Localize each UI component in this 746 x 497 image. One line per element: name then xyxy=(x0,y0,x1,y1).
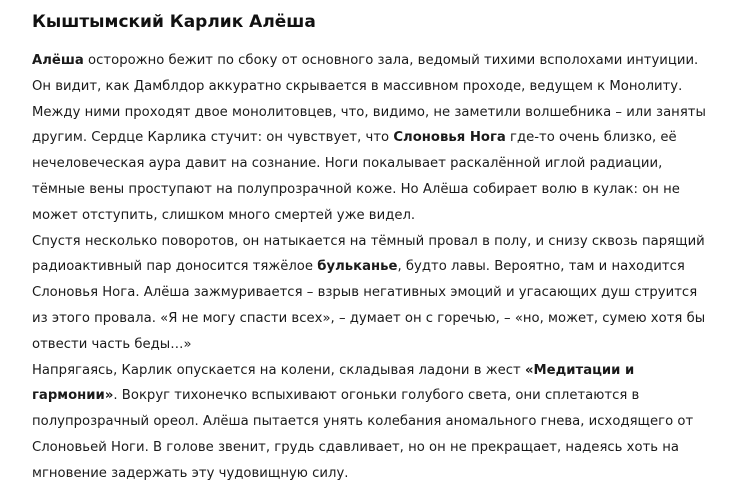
paragraph-3 xyxy=(32,358,706,487)
bold-text: «Медитации и гармонии» xyxy=(32,362,635,404)
paragraph-text: Спустя несколько поворотов, он натыкается на тёмный провал в полу, и снизу сквозь парящий радиоактивный пар доносится тяжёлое xyxy=(32,233,705,275)
bold-text: бульканье xyxy=(317,259,398,275)
paragraph-2 xyxy=(32,229,706,358)
paragraph-text: . Вокруг тихонечко вспыхивают огоньки голубого света, они сплетаются в полупрозрачный ореол. Алёша пытается унять колебания аномального гнева, исходящего от Слоновьей Ноги. В голове звенит, грудь сдавливает, но он не прекращает, надеясь хоть на мгновение задержать эту чудовищную силу. xyxy=(32,388,694,481)
document-title: Кыштымский Карлик Алёша xyxy=(32,12,316,32)
bold-text: Алёша xyxy=(32,53,84,68)
paragraph-1 xyxy=(32,48,706,229)
paragraph-text: осторожно бежит по сбоку от основного зала, ведомый тихими всполохами интуиции. Он видит, как Дамблдор аккуратно скрывается в массивном проходе, ведущем к Монолиту. Между ними проходят двое монолитовцев, что, видимо, не заметили волшебника – или заняты другим. Сердце Карлика стучит: он чувствует, что xyxy=(32,53,706,146)
paragraph-text: Напрягаясь, Карлик опускается на колени, складывая ладони в жест xyxy=(32,362,525,378)
paragraph-text: , будто лавы. Вероятно, там и находится Слоновья Нога. Алёша зажмуривается – взрыв негативных эмоций и угасающих душ струится из этого провала. «Я не могу спасти всех», – думает он с горечью, – «но, может, сумею хотя бы отвести часть беды…» xyxy=(32,259,706,352)
paragraph-text: где-то очень близко, её нечеловеческая аура давит на сознание. Ноги покалывает раскалённой иглой радиации, тёмные вены проступают на полупрозрачной коже. Но Алёша собирает волю в кулак: он не может отступить, слишком много смертей уже видел. xyxy=(32,130,680,223)
bold-text: Слоновья Нога xyxy=(393,130,506,146)
